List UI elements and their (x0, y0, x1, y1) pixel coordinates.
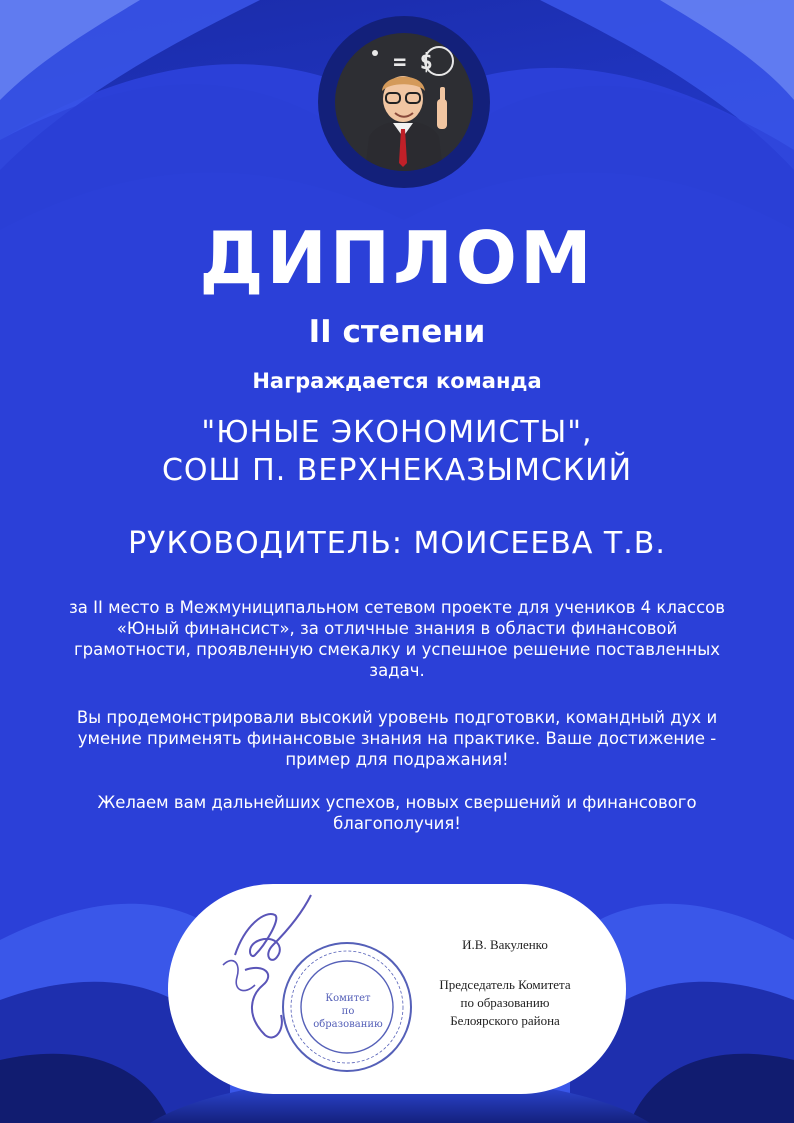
diploma-degree: II степени (308, 314, 486, 350)
praise-text: Вы продемонстрировали высокий уровень подготовки, командный дух и умение применять финансовые знания на практике. Ваше достижение - пример для подражания! (76, 708, 718, 769)
team-name-line2: СОШ П. ВЕРХНЕКАЗЫМСКИЙ (161, 453, 633, 488)
student-photo (335, 33, 473, 171)
team-name (0, 414, 794, 490)
award-reason-text: за II место в Межмуниципальном сетевом проекте для учеников 4 классов «Юный финансист», за отличные знания в области финансовой грамотности, проявленную смекалку и успешное решение поставленных задач. (68, 598, 725, 680)
signer-name: И.В. Вакуленко (462, 937, 548, 952)
awarded-label: Награждается команда (252, 369, 542, 393)
wishes-text: Желаем вам дальнейших успехов, новых свершений и финансового благополучия! (97, 793, 697, 833)
team-leader: РУКОВОДИТЕЛЬ: МОИСЕЕВА Т.В. (128, 526, 666, 561)
board-text: = $ (393, 50, 433, 75)
stamp-text: Комитет по образованию (313, 993, 383, 1030)
diploma-title: ДИПЛОМ (199, 216, 595, 300)
team-name-line1: "ЮНЫЕ ЭКОНОМИСТЫ", (201, 415, 593, 450)
signer-role: Председатель Комитета по образованию Белоярского района (439, 977, 571, 1028)
